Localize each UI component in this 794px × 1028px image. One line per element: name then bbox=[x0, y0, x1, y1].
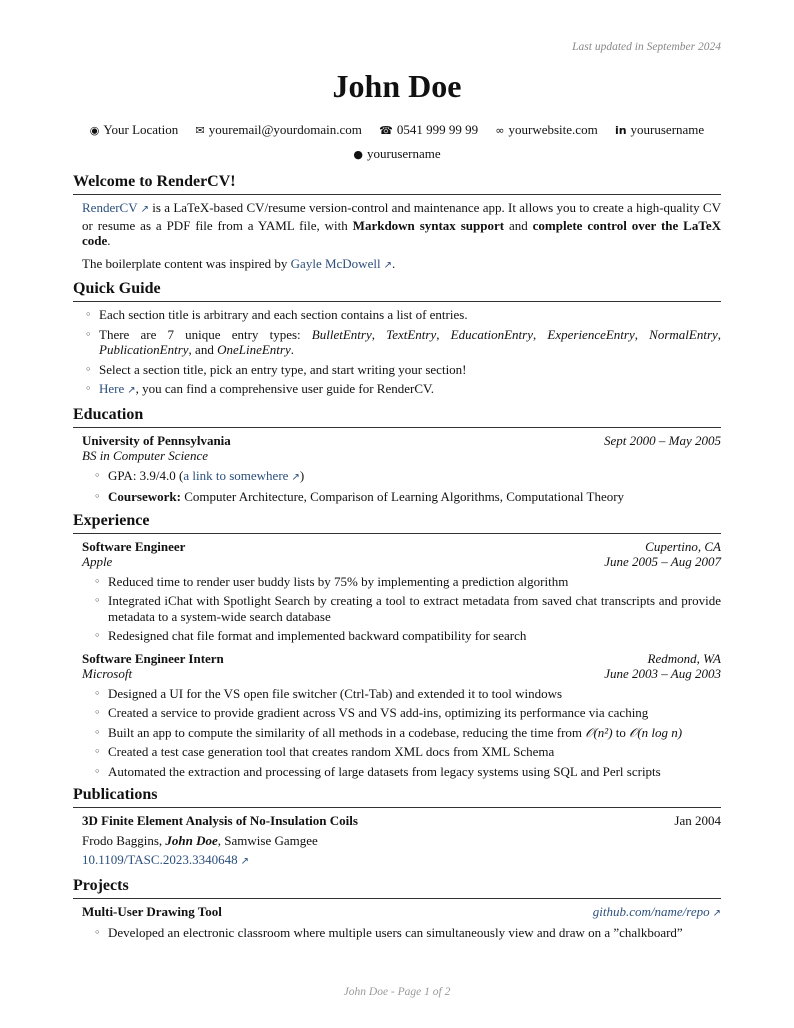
publication-entry bbox=[73, 813, 721, 870]
list-item bbox=[82, 628, 721, 644]
text: , bbox=[532, 326, 548, 342]
text: The boilerplate content was inspired by bbox=[82, 255, 291, 271]
list-item bbox=[82, 744, 721, 760]
italic-text: PublicationEntry bbox=[99, 342, 189, 357]
contact-location bbox=[90, 122, 178, 137]
section-experience bbox=[73, 511, 721, 780]
institution: University of Pennsylvania bbox=[82, 432, 231, 448]
section-projects bbox=[73, 876, 721, 941]
text: Created a test case generation tool that creates random XML docs from XML Schema bbox=[108, 744, 555, 759]
experience-entry bbox=[73, 539, 721, 644]
text: . bbox=[290, 342, 294, 357]
authors bbox=[82, 833, 721, 849]
project-entry bbox=[73, 904, 721, 941]
text: Built an app to compute the similarity of all methods in a codebase, reducing the time from bbox=[108, 724, 586, 740]
text: Integrated iChat with Spotlight Search by creating a tool to extract metadata from saved chat transcripts and provide metadata to a system-wide search database bbox=[108, 593, 721, 624]
section-title: Projects bbox=[73, 876, 721, 899]
text: Automated the extraction and processing of large datasets from legacy systems using SQL and Perl scripts bbox=[108, 763, 661, 779]
project-link[interactable]: github.com/name/repo bbox=[592, 903, 710, 919]
external-link-icon: ↗ bbox=[383, 259, 392, 271]
text: , bbox=[436, 326, 451, 342]
italic-text: 𝒪(n²) bbox=[585, 724, 613, 740]
list-item bbox=[82, 925, 721, 941]
list-item bbox=[82, 574, 721, 590]
list-item bbox=[82, 468, 721, 486]
text: Created a service to provide gradient across VS and VS add-ins, optimizing its performance via caching bbox=[108, 705, 649, 720]
text: Computer Architecture, Comparison of Learning Algorithms, Computational Theory bbox=[180, 489, 625, 504]
contact-github[interactable] bbox=[353, 146, 440, 161]
date-range: Sept 2000 – May 2005 bbox=[604, 432, 721, 448]
github-link[interactable]: yourusername bbox=[366, 146, 441, 161]
section-title: Welcome to RenderCV! bbox=[73, 172, 721, 195]
phone-link[interactable]: 0541 999 99 99 bbox=[396, 122, 479, 137]
italic-text: NormalEntry bbox=[649, 326, 718, 342]
text: and bbox=[504, 217, 533, 233]
location: Cupertino, CA bbox=[645, 538, 721, 554]
text: , and bbox=[188, 342, 218, 357]
doi-link[interactable]: 10.1109/TASC.2023.3340648 bbox=[82, 852, 238, 867]
text: Designed a UI for the VS open file switcher (Ctrl-Tab) and extended it to tool windows bbox=[108, 685, 563, 701]
contact-bar bbox=[73, 118, 721, 166]
external-link-icon: ↗ bbox=[127, 385, 136, 396]
external-link-icon: ↗ bbox=[140, 204, 149, 215]
section-publications bbox=[73, 785, 721, 870]
cv-content bbox=[73, 172, 721, 977]
contact-email[interactable] bbox=[196, 122, 362, 137]
highlights bbox=[82, 686, 721, 780]
text: is a LaTeX-based CV/resume version-control and maintenance app. It allows you to create a high-quality CV or resume as a PDF file from a YAML file, with bbox=[82, 200, 721, 233]
contact-text: Your Location bbox=[103, 122, 179, 137]
link-icon: ∞ bbox=[495, 124, 505, 137]
experience-entry bbox=[73, 651, 721, 780]
external-link-icon: ↗ bbox=[712, 907, 721, 919]
bold-text: complete control over the LaTeX code bbox=[82, 217, 721, 248]
linkedin-link[interactable]: yourusername bbox=[630, 122, 705, 137]
bullet-list bbox=[73, 307, 721, 399]
italic-text: BulletEntry bbox=[311, 326, 372, 342]
text: , bbox=[371, 326, 387, 342]
italic-text: TextEntry bbox=[386, 326, 437, 342]
last-updated: Last updated in September 2024 bbox=[572, 41, 721, 53]
text-link[interactable]: Here bbox=[99, 381, 125, 396]
section-title: Publications bbox=[73, 785, 721, 808]
list-item bbox=[73, 381, 721, 399]
text: , you can find a comprehensive user guide for RenderCV. bbox=[135, 381, 434, 396]
highlights bbox=[82, 468, 721, 505]
position: Software Engineer Intern bbox=[82, 650, 224, 666]
text-link[interactable]: RenderCV bbox=[82, 200, 138, 215]
company: Microsoft bbox=[82, 666, 133, 681]
paragraph bbox=[82, 200, 721, 249]
list-item bbox=[73, 327, 721, 358]
text: , bbox=[634, 326, 650, 342]
text: to bbox=[612, 724, 630, 740]
section-quick-guide bbox=[73, 279, 721, 399]
bold-text: Markdown syntax support bbox=[352, 217, 505, 233]
text: Developed an electronic classroom where multiple users can simultaneously view and draw on a ”chalkboard” bbox=[108, 925, 683, 940]
text: , bbox=[717, 326, 722, 342]
paragraph bbox=[82, 256, 721, 274]
list-item bbox=[82, 593, 721, 624]
location: Redmond, WA bbox=[647, 650, 721, 666]
text: GPA: 3.9/4.0 ( bbox=[108, 467, 184, 483]
italic-text: ExperienceEntry bbox=[547, 326, 635, 342]
external-link-icon: ↗ bbox=[240, 856, 249, 867]
list-item bbox=[82, 489, 721, 505]
email-icon: ✉ bbox=[195, 124, 205, 137]
publication-date: Jan 2004 bbox=[674, 813, 721, 828]
list-item bbox=[73, 307, 721, 323]
external-link-icon: ↗ bbox=[291, 471, 300, 483]
location-pin-icon: ◉ bbox=[89, 124, 100, 137]
section-education bbox=[73, 405, 721, 505]
list-item bbox=[82, 764, 721, 780]
section-title: Quick Guide bbox=[73, 279, 721, 302]
website-link[interactable]: yourwebsite.com bbox=[508, 122, 598, 137]
email-link[interactable]: youremail@yourdomain.com bbox=[208, 122, 362, 137]
linkedin-icon: in bbox=[614, 124, 627, 137]
text-link[interactable]: Gayle McDowell bbox=[290, 255, 381, 271]
project-name: Multi-User Drawing Tool bbox=[82, 903, 222, 919]
text: Each section title is arbitrary and each section contains a list of entries. bbox=[99, 307, 468, 322]
list-item bbox=[82, 686, 721, 702]
list-item bbox=[73, 362, 721, 378]
text: Reduced time to render user buddy lists by 75% by implementing a prediction algorithm bbox=[108, 573, 569, 589]
contact-linkedin[interactable] bbox=[615, 122, 704, 137]
section-title: Education bbox=[73, 405, 721, 428]
contact-website[interactable] bbox=[495, 122, 597, 137]
publication-title: 3D Finite Element Analysis of No-Insulation Coils bbox=[82, 813, 358, 828]
italic-text: EducationEntry bbox=[450, 326, 533, 342]
contact-phone[interactable] bbox=[379, 122, 478, 137]
phone-icon: ☎ bbox=[379, 124, 393, 137]
section-title: Experience bbox=[73, 511, 721, 534]
italic-text: OneLineEntry bbox=[217, 342, 291, 357]
text: , Samwise Gamgee bbox=[217, 832, 318, 848]
text: There are 7 unique entry types: bbox=[99, 326, 312, 342]
text-link[interactable]: a link to somewhere bbox=[183, 467, 289, 483]
position: Software Engineer bbox=[82, 538, 186, 554]
cv-page bbox=[73, 0, 721, 1021]
date-range: June 2003 – Aug 2003 bbox=[604, 666, 721, 681]
company: Apple bbox=[82, 554, 113, 569]
italic-text: 𝒪(n log n) bbox=[629, 724, 683, 740]
degree: BS in Computer Science bbox=[82, 448, 208, 463]
bold-text: John Doe bbox=[165, 832, 218, 848]
date-range: June 2005 – Aug 2007 bbox=[604, 554, 721, 569]
bold-text: Coursework: bbox=[108, 489, 181, 504]
section-welcome bbox=[73, 172, 721, 273]
page-footer: John Doe - Page 1 of 2 bbox=[343, 986, 451, 998]
cv-name: John Doe bbox=[332, 68, 462, 104]
highlights bbox=[82, 574, 721, 644]
text: Select a section title, pick an entry type, and start writing your section! bbox=[99, 361, 467, 377]
text: ) bbox=[299, 467, 305, 483]
text: . bbox=[107, 233, 111, 248]
list-item bbox=[82, 725, 721, 741]
text: Frodo Baggins, bbox=[82, 832, 166, 848]
education-entry bbox=[73, 433, 721, 505]
text: . bbox=[391, 255, 396, 271]
highlights bbox=[82, 925, 721, 941]
github-icon: ● bbox=[353, 148, 363, 161]
text: Redesigned chat file format and implemented backward compatibility for search bbox=[108, 628, 527, 643]
list-item bbox=[82, 705, 721, 721]
